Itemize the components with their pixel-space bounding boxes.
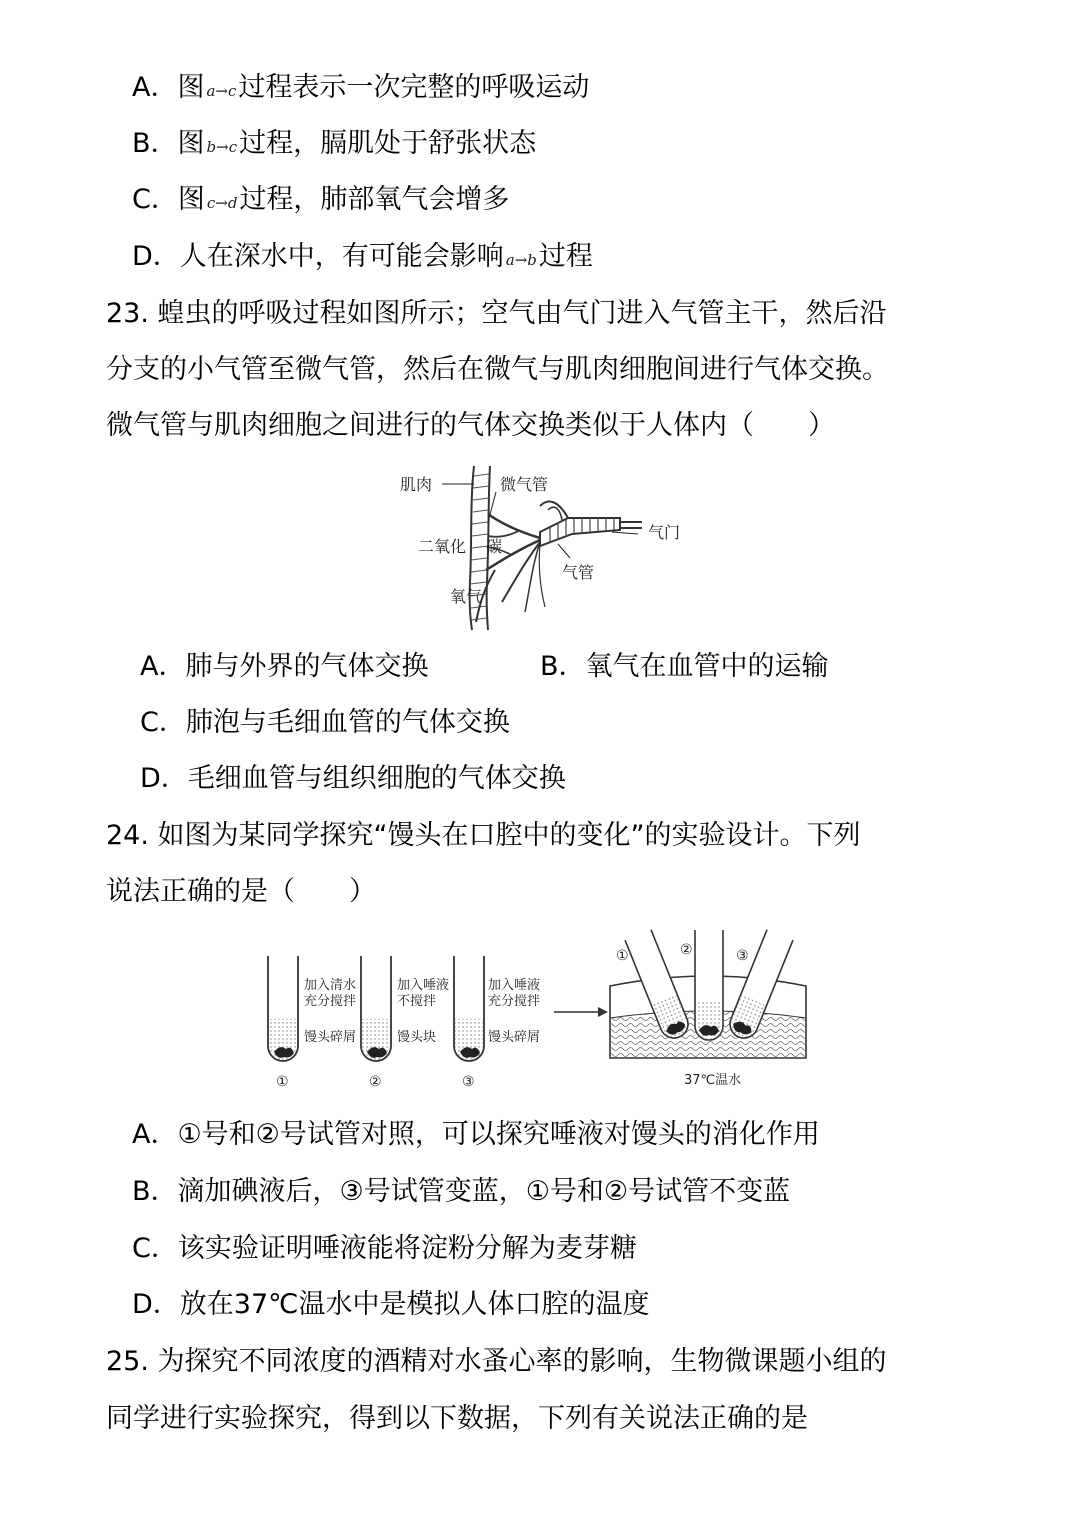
- tube2-number: ②: [369, 1074, 382, 1090]
- bath-number-2: ②: [680, 942, 693, 958]
- label-co2-part1: 二氧化: [418, 537, 467, 556]
- q25-stem-line-1: 25. 为探究不同浓度的酒精对水蚤心率的影响，生物微课题小组的: [106, 1346, 887, 1377]
- q22-option-d-prefix: D．人在深水中，有可能会影响: [132, 241, 504, 272]
- label-co2-part2: 碳: [486, 537, 503, 556]
- test-tube-3: [454, 956, 484, 1061]
- label-muscle: 肌肉: [400, 475, 433, 494]
- q22-option-d-suffix: 过程: [538, 241, 593, 272]
- q23-stem-line-1: 23. 蝗虫的呼吸过程如图所示；空气由气门进入气管主干，然后沿: [106, 298, 887, 329]
- q24-option-b: B．滴加碘液后，③号试管变蓝，①号和②号试管不变蓝: [132, 1176, 791, 1207]
- bath-tube-2: [695, 930, 723, 1040]
- q24-option-a: A．①号和②号试管对照，可以探究唾液对馒头的消化作用: [132, 1119, 820, 1150]
- q24-stem-line-1: 24. 如图为某同学探究“馒头在口腔中的变化”的实验设计。下列: [106, 820, 861, 851]
- q22-option-b: [132, 124, 536, 167]
- tube2-content: 馒头块: [397, 1030, 437, 1045]
- tube3-label-line2: 充分搅拌: [488, 994, 541, 1009]
- test-tube-2: [361, 956, 391, 1061]
- q22-option-a-prefix: A．图: [132, 72, 205, 103]
- q22-option-c-prefix: C．图: [132, 184, 205, 215]
- test-tube-experiment-figure: [258, 926, 818, 1094]
- q23-stem-line-2: 分支的小气管至微气管，然后在微气与肌肉细胞间进行气体交换。: [106, 354, 889, 385]
- tube1-number: ①: [276, 1074, 289, 1090]
- bath-number-1: ①: [616, 948, 629, 964]
- trachea-upper-branch: [540, 502, 568, 518]
- q22-option-d: [132, 237, 593, 280]
- trachea-trunk: [540, 518, 620, 546]
- q22-option-d-math: a→b: [505, 251, 537, 269]
- q22-option-b-prefix: B．图: [132, 128, 205, 159]
- label-microtrachea: 微气管: [500, 475, 549, 494]
- label-spiracle: 气门: [648, 523, 681, 542]
- bath-label: 37℃温水: [684, 1073, 742, 1088]
- tube3-content: 馒头碎屑: [488, 1030, 541, 1045]
- locust-respiration-figure: [390, 462, 700, 632]
- q22-option-a-math: a→c: [206, 82, 237, 100]
- q25-stem-line-2: 同学进行实验探究，得到以下数据，下列有关说法正确的是: [106, 1403, 808, 1434]
- q23-option-d: D．毛细血管与组织细胞的气体交换: [140, 763, 566, 794]
- q23-option-a: A．肺与外界的气体交换: [140, 651, 429, 682]
- q22-option-c-math: c→d: [206, 194, 238, 212]
- q23-option-b: B．氧气在血管中的运输: [540, 651, 829, 682]
- q22-option-c-suffix: 过程，肺部氧气会增多: [239, 184, 510, 215]
- q24-stem-line-2: 说法正确的是（ ）: [106, 876, 376, 907]
- label-trachea: 气管: [562, 563, 595, 582]
- q23-option-c: C．肺泡与毛细血管的气体交换: [140, 707, 510, 738]
- tube1-label-line2: 充分搅拌: [304, 994, 357, 1009]
- q22-option-b-math: b→c: [206, 138, 238, 156]
- tube2-label-line1: 加入唾液: [397, 978, 450, 993]
- q22-option-a: [132, 68, 589, 111]
- bath-number-3: ③: [736, 948, 749, 964]
- tracheole-1: [488, 514, 540, 538]
- label-oxygen: 氧气: [450, 587, 483, 606]
- q22-option-b-suffix: 过程，膈肌处于舒张状态: [239, 128, 537, 159]
- tube2-label-line2: 不搅拌: [397, 994, 437, 1009]
- arrow-icon: [554, 1007, 608, 1017]
- tube1-label-line1: 加入清水: [304, 978, 357, 993]
- tube1-content: 馒头碎屑: [304, 1030, 357, 1045]
- tube3-label-line1: 加入唾液: [488, 978, 541, 993]
- q24-option-d: D．放在37℃温水中是模拟人体口腔的温度: [132, 1289, 650, 1320]
- q23-stem-line-3: 微气管与肌肉细胞之间进行的气体交换类似于人体内（ ）: [106, 410, 835, 441]
- q24-option-c: C．该实验证明唾液能将淀粉分解为麦芽糖: [132, 1233, 637, 1264]
- tube3-number: ③: [462, 1074, 475, 1090]
- q22-option-c: [132, 180, 509, 223]
- q22-option-a-suffix: 过程表示一次完整的呼吸运动: [238, 72, 590, 103]
- test-tube-1: [268, 956, 298, 1061]
